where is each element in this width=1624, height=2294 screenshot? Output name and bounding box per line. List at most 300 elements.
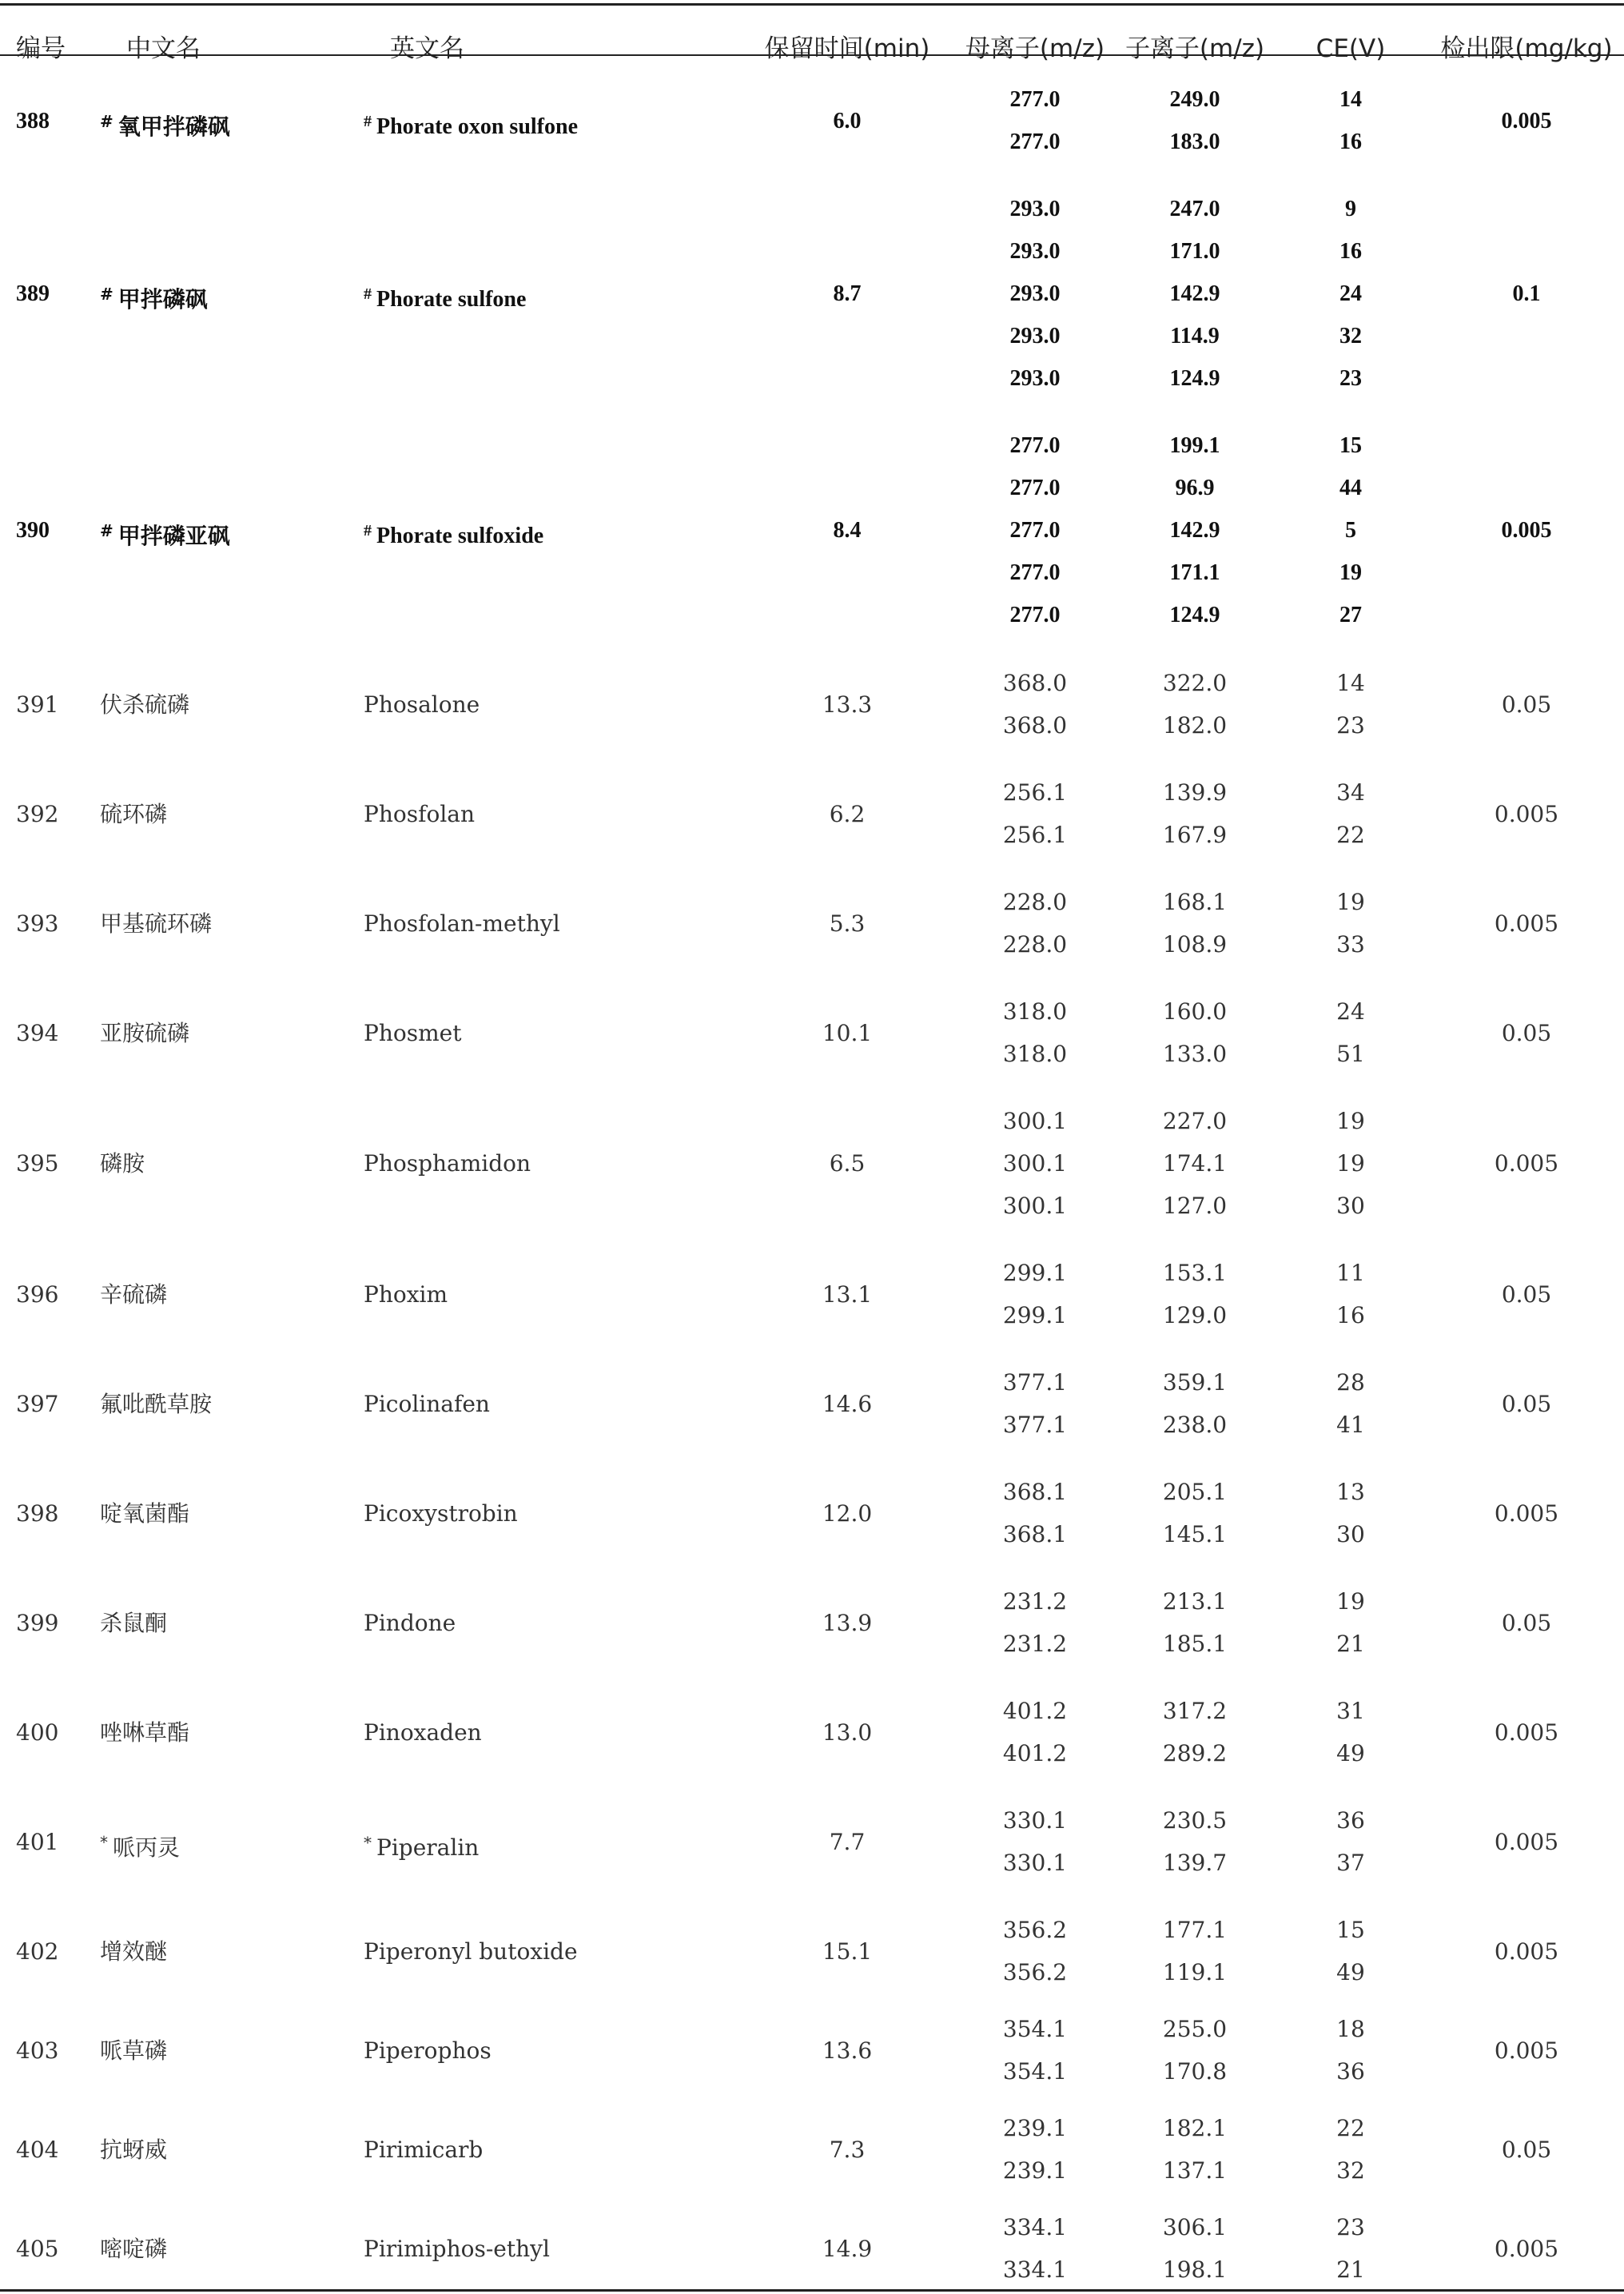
footnote-mark: # [364,522,372,540]
row-number [16,2134,58,2166]
detection-limit-text: 0.005 [1494,1828,1559,1855]
collision-energy-text: 32 [1336,2157,1365,2184]
daughter-ion [1131,557,1259,589]
retention-time-text: 8.7 [833,281,862,306]
collision-energy-text: 49 [1336,1959,1365,1985]
collision-energy [1311,710,1391,742]
daughter-ion-text: 168.1 [1162,889,1228,915]
row-number [16,1498,58,1530]
retention-time-text: 5.3 [829,910,866,937]
english-name-text: Phosfolan-methyl [364,910,560,937]
daughter-ion [1131,1476,1259,1508]
parent-ion [971,667,1099,699]
daughter-ion-text: 182.1 [1162,2115,1228,2141]
collision-energy-text: 15 [1339,433,1362,458]
collision-energy [1311,2013,1391,2045]
english-name [364,1498,518,1530]
top-rule [0,3,1624,6]
parent-ion-text: 256.1 [1002,822,1068,848]
detection-limit [1447,1936,1606,1968]
daughter-ion-text: 322.0 [1162,670,1228,696]
parent-ion [971,1148,1099,1180]
chinese-name-text: 氧甲拌磷砜 [117,113,230,140]
detection-limit-text: 0.1 [1512,281,1541,306]
collision-energy-text: 28 [1336,1369,1365,1396]
retention-time [767,2233,927,2265]
detection-limit-text: 0.005 [1501,518,1552,543]
daughter-ion [1131,1847,1259,1879]
row-number-text: 405 [16,2235,59,2262]
parent-ion [971,1257,1099,1289]
retention-time-text: 13.6 [822,2037,873,2064]
collision-energy-text: 22 [1336,822,1365,848]
detection-limit [1447,515,1606,547]
daughter-ion [1131,929,1259,961]
daughter-ion-text: 317.2 [1162,1698,1228,1724]
daughter-ion-text: 174.1 [1162,1150,1228,1177]
english-name-text: Phorate oxon sulfone [376,114,578,139]
collision-energy [1311,193,1391,225]
footnote-mark: * [100,1832,108,1852]
row-number-text: 395 [16,1150,59,1177]
detection-limit [1447,1498,1606,1530]
collision-energy [1311,1190,1391,1222]
row-number [16,799,58,830]
chinese-name [100,2134,167,2166]
parent-ion-text: 277.0 [1009,433,1061,458]
english-name-text: Phosfolan [364,800,476,827]
row-number [16,106,50,137]
row-number [16,2233,58,2265]
daughter-ion-text: 306.1 [1162,2214,1228,2240]
parent-ion [971,278,1099,310]
detection-limit [1447,278,1606,310]
english-name-text: Picoxystrobin [364,1499,518,1527]
row-number [16,1279,58,1311]
parent-ion-text: 293.0 [1009,281,1061,306]
collision-energy [1311,1957,1391,1989]
english-name [364,799,475,830]
collision-energy [1311,1847,1391,1879]
parent-ion [971,1519,1099,1551]
chinese-name-text: 嘧啶磷 [100,2235,168,2262]
parent-ion-text: 300.1 [1002,1150,1068,1177]
parent-ion-text: 277.0 [1009,87,1061,112]
collision-energy-text: 44 [1339,476,1362,500]
collision-energy [1311,1148,1391,1180]
daughter-ion-text: 137.1 [1162,2157,1228,2184]
parent-ion [971,126,1099,158]
parent-ion-text: 277.0 [1009,129,1061,154]
chinese-name [100,1279,167,1311]
daughter-ion-text: 177.1 [1162,1917,1228,1943]
daughter-ion-text: 170.8 [1162,2058,1228,2085]
daughter-ion [1131,1914,1259,1946]
detection-limit-text: 0.005 [1494,1938,1559,1965]
collision-energy [1311,126,1391,158]
collision-energy-text: 19 [1336,1588,1365,1615]
header-english-name: 英文名 [390,34,464,63]
chinese-name-text: 杀鼠酮 [100,1609,168,1636]
english-name [364,1018,461,1049]
parent-ion [971,929,1099,961]
parent-ion-text: 300.1 [1002,1108,1068,1134]
daughter-ion [1131,819,1259,851]
daughter-ion-text: 247.0 [1169,197,1220,221]
detection-limit-text: 0.005 [1501,108,1552,133]
english-name-text: Pindone [364,1609,456,1636]
parent-ion-text: 354.1 [1002,2016,1068,2042]
daughter-ion-text: 238.0 [1162,1412,1228,1438]
collision-energy [1311,599,1391,631]
collision-energy [1311,1695,1391,1727]
parent-ion [971,1914,1099,1946]
row-number [16,1148,58,1180]
collision-energy [1311,321,1391,352]
daughter-ion [1131,193,1259,225]
collision-energy [1311,667,1391,699]
chinese-name-text: 甲基硫环磷 [100,910,213,937]
collision-energy-text: 11 [1336,1260,1365,1286]
daughter-ion-text: 171.1 [1169,560,1220,585]
row-number-text: 392 [16,800,59,827]
daughter-ion [1131,321,1259,352]
daughter-ion [1131,2254,1259,2286]
daughter-ion [1131,2113,1259,2145]
row-number [16,908,58,940]
retention-time [767,1018,927,1049]
english-name-text: Pirimicarb [364,2136,484,2163]
collision-energy [1311,2212,1391,2244]
parent-ion-text: 368.0 [1002,670,1068,696]
collision-energy [1311,2254,1391,2286]
row-number [16,515,50,547]
daughter-ion-text: 119.1 [1162,1959,1228,1985]
detection-limit [1447,1018,1606,1049]
detection-limit-text: 0.005 [1494,1719,1559,1746]
english-name [364,689,480,721]
retention-time [767,1148,927,1180]
collision-energy-text: 16 [1339,129,1362,154]
collision-energy-text: 24 [1339,281,1362,306]
daughter-ion-text: 255.0 [1162,2016,1228,2042]
chinese-name-text: 甲拌磷砜 [117,286,208,313]
daughter-ion-text: 171.0 [1169,239,1220,264]
collision-energy-text: 13 [1336,1479,1365,1505]
chinese-name-text: 哌丙灵 [113,1834,181,1861]
parent-ion [971,777,1099,809]
detection-limit [1447,1607,1606,1639]
detection-limit [1447,1826,1606,1858]
english-name [364,1826,480,1861]
english-name-text: Phorate sulfone [376,287,527,312]
chinese-name-text: 甲拌磷亚砜 [117,523,230,549]
header-ce: CE(V) [1316,34,1386,63]
parent-ion-text: 356.2 [1002,1917,1068,1943]
detection-limit [1447,689,1606,721]
chinese-name [100,1018,189,1049]
chinese-name [100,515,230,547]
english-name [364,2035,492,2067]
collision-energy-text: 36 [1336,1807,1365,1834]
collision-energy-text: 14 [1339,87,1362,112]
collision-energy-text: 51 [1336,1041,1365,1067]
footnote-mark: # [100,521,113,540]
parent-ion [971,2056,1099,2088]
daughter-ion-text: 185.1 [1162,1631,1228,1657]
parent-ion-text: 330.1 [1002,1850,1068,1876]
row-number [16,1018,58,1049]
chinese-name [100,106,230,140]
detection-limit [1447,2035,1606,2067]
parent-ion [971,1300,1099,1332]
footnote-mark: * [364,1832,372,1852]
retention-time [767,1279,927,1311]
chinese-name-text: 唑啉草酯 [100,1719,190,1746]
header-chinese-name: 中文名 [126,34,201,63]
chinese-name [100,799,167,830]
parent-ion [971,1409,1099,1441]
parent-ion [971,1957,1099,1989]
detection-limit-text: 0.005 [1494,910,1559,937]
parent-ion-text: 231.2 [1002,1631,1068,1657]
retention-time-text: 7.3 [829,2136,866,2163]
collision-energy [1311,996,1391,1028]
daughter-ion-text: 249.0 [1169,87,1220,112]
daughter-ion-text: 205.1 [1162,1479,1228,1505]
parent-ion-text: 277.0 [1009,518,1061,543]
daughter-ion-text: 182.0 [1162,712,1228,739]
parent-ion [971,1738,1099,1770]
row-number [16,1607,58,1639]
parent-ion [971,1628,1099,1660]
english-name-text: Phosalone [364,691,480,718]
daughter-ion-text: 359.1 [1162,1369,1228,1396]
row-number-text: 404 [16,2136,59,2163]
english-name [364,515,543,547]
parent-ion [971,1805,1099,1837]
english-name-text: Picolinafen [364,1390,490,1417]
chinese-name-text: 增效醚 [100,1938,168,1965]
retention-time-text: 6.2 [829,800,866,827]
collision-energy [1311,1586,1391,1618]
retention-time-text: 15.1 [822,1938,873,1965]
collision-energy [1311,2056,1391,2088]
parent-ion-text: 318.0 [1002,1041,1068,1067]
parent-ion-text: 354.1 [1002,2058,1068,2085]
english-name-text: Phosphamidon [364,1150,531,1177]
english-name-text: Phosmet [364,1019,462,1046]
parent-ion [971,1847,1099,1879]
collision-energy [1311,1367,1391,1399]
row-number-text: 389 [16,281,50,306]
collision-energy-text: 5 [1345,518,1356,543]
row-number-text: 400 [16,1719,59,1746]
collision-energy [1311,929,1391,961]
retention-time-text: 10.1 [822,1019,873,1046]
collision-energy-text: 37 [1336,1850,1365,1876]
parent-ion [971,472,1099,504]
parent-ion-text: 299.1 [1002,1260,1068,1286]
collision-energy-text: 33 [1336,931,1365,958]
collision-energy-text: 30 [1336,1521,1365,1547]
collision-energy-text: 34 [1336,779,1365,806]
parent-ion [971,1586,1099,1618]
daughter-ion-text: 167.9 [1162,822,1228,848]
parent-ion [971,2113,1099,2145]
collision-energy-text: 19 [1336,889,1365,915]
chinese-name-text: 硫环磷 [100,800,168,827]
collision-energy-text: 15 [1336,1917,1365,1943]
parent-ion [971,430,1099,462]
detection-limit-text: 0.05 [1501,1280,1552,1308]
collision-energy-text: 23 [1336,712,1365,739]
parent-ion [971,710,1099,742]
parent-ion-text: 239.1 [1002,2115,1068,2141]
daughter-ion [1131,1105,1259,1137]
daughter-ion-text: 124.9 [1169,366,1220,391]
parent-ion [971,557,1099,589]
english-name [364,106,578,137]
retention-time-text: 14.6 [822,1390,873,1417]
chinese-name-text: 伏杀硫磷 [100,691,190,718]
retention-time [767,1826,927,1858]
daughter-ion [1131,1519,1259,1551]
retention-time [767,515,927,547]
detection-limit [1447,908,1606,940]
retention-time-text: 13.1 [822,1280,873,1308]
collision-energy-text: 21 [1336,1631,1365,1657]
daughter-ion [1131,2212,1259,2244]
row-number-text: 398 [16,1499,59,1527]
chinese-name [100,1936,167,1968]
collision-energy [1311,1738,1391,1770]
parent-ion-text: 299.1 [1002,1302,1068,1328]
collision-energy [1311,515,1391,547]
chinese-name-text: 哌草磷 [100,2037,168,2064]
parent-ion [971,819,1099,851]
collision-energy [1311,886,1391,918]
header-parent-ion: 母离子(m/z) [965,34,1105,63]
retention-time [767,278,927,310]
footnote-mark: # [364,285,372,303]
row-number-text: 394 [16,1019,59,1046]
english-name [364,278,526,310]
row-number-text: 393 [16,910,59,937]
row-number-text: 396 [16,1280,59,1308]
daughter-ion [1131,599,1259,631]
collision-energy-text: 23 [1336,2214,1365,2240]
daughter-ion-text: 133.0 [1162,1041,1228,1067]
retention-time [767,2134,927,2166]
daughter-ion [1131,777,1259,809]
chinese-name [100,278,208,313]
chinese-name [100,2233,167,2265]
daughter-ion-text: 142.9 [1169,518,1220,543]
english-name [364,1717,482,1749]
collision-energy [1311,1476,1391,1508]
chinese-name-text: 磷胺 [100,1150,145,1177]
bottom-rule [0,2289,1624,2292]
parent-ion [971,599,1099,631]
daughter-ion [1131,515,1259,547]
daughter-ion-text: 153.1 [1162,1260,1228,1286]
daughter-ion-text: 183.0 [1169,129,1220,154]
collision-energy-text: 19 [1336,1150,1365,1177]
retention-time [767,1498,927,1530]
collision-energy [1311,1105,1391,1137]
collision-energy-text: 32 [1339,324,1362,348]
parent-ion-text: 228.0 [1002,931,1068,958]
parent-ion-text: 401.2 [1002,1740,1068,1766]
daughter-ion [1131,667,1259,699]
detection-limit-text: 0.05 [1501,2136,1552,2163]
parent-ion [971,84,1099,116]
row-number [16,1388,58,1420]
parent-ion [971,2013,1099,2045]
retention-time-text: 12.0 [822,1499,873,1527]
footnote-mark: # [100,111,113,131]
parent-ion-text: 293.0 [1009,197,1061,221]
english-name-text: Phoxim [364,1280,448,1308]
english-name-text: Phorate sulfoxide [376,524,544,548]
detection-limit-text: 0.05 [1501,1390,1552,1417]
english-name [364,1607,456,1639]
detection-limit-text: 0.05 [1501,691,1552,718]
daughter-ion [1131,1148,1259,1180]
daughter-ion [1131,2013,1259,2045]
parent-ion [971,321,1099,352]
collision-energy [1311,236,1391,268]
collision-energy [1311,557,1391,589]
english-name [364,2233,550,2265]
detection-limit-text: 0.005 [1494,1150,1559,1177]
daughter-ion [1131,1738,1259,1770]
collision-energy-text: 27 [1339,603,1362,627]
daughter-ion [1131,1628,1259,1660]
collision-energy-text: 19 [1336,1108,1365,1134]
detection-limit [1447,1388,1606,1420]
english-name-text: Piperonyl butoxide [364,1938,578,1965]
collision-energy-text: 16 [1339,239,1362,264]
retention-time [767,1717,927,1749]
collision-energy [1311,1628,1391,1660]
english-name-text: Pinoxaden [364,1719,482,1746]
daughter-ion [1131,1190,1259,1222]
daughter-ion [1131,1957,1259,1989]
row-number [16,278,50,310]
collision-energy-text: 14 [1336,670,1365,696]
parent-ion [971,1476,1099,1508]
row-number-text: 390 [16,518,50,543]
english-name [364,2134,483,2166]
collision-energy [1311,278,1391,310]
parent-ion-text: 401.2 [1002,1698,1068,1724]
collision-energy-text: 18 [1336,2016,1365,2042]
collision-energy-text: 23 [1339,366,1362,391]
parent-ion [971,1105,1099,1137]
daughter-ion [1131,1367,1259,1399]
parent-ion-text: 228.0 [1002,889,1068,915]
parent-ion-text: 277.0 [1009,476,1061,500]
collision-energy-text: 36 [1336,2058,1365,2085]
chinese-name [100,1498,189,1530]
detection-limit-text: 0.05 [1501,1019,1552,1046]
daughter-ion [1131,1300,1259,1332]
daughter-ion-text: 160.0 [1162,998,1228,1025]
row-number-text: 403 [16,2037,59,2064]
collision-energy-text: 24 [1336,998,1365,1025]
